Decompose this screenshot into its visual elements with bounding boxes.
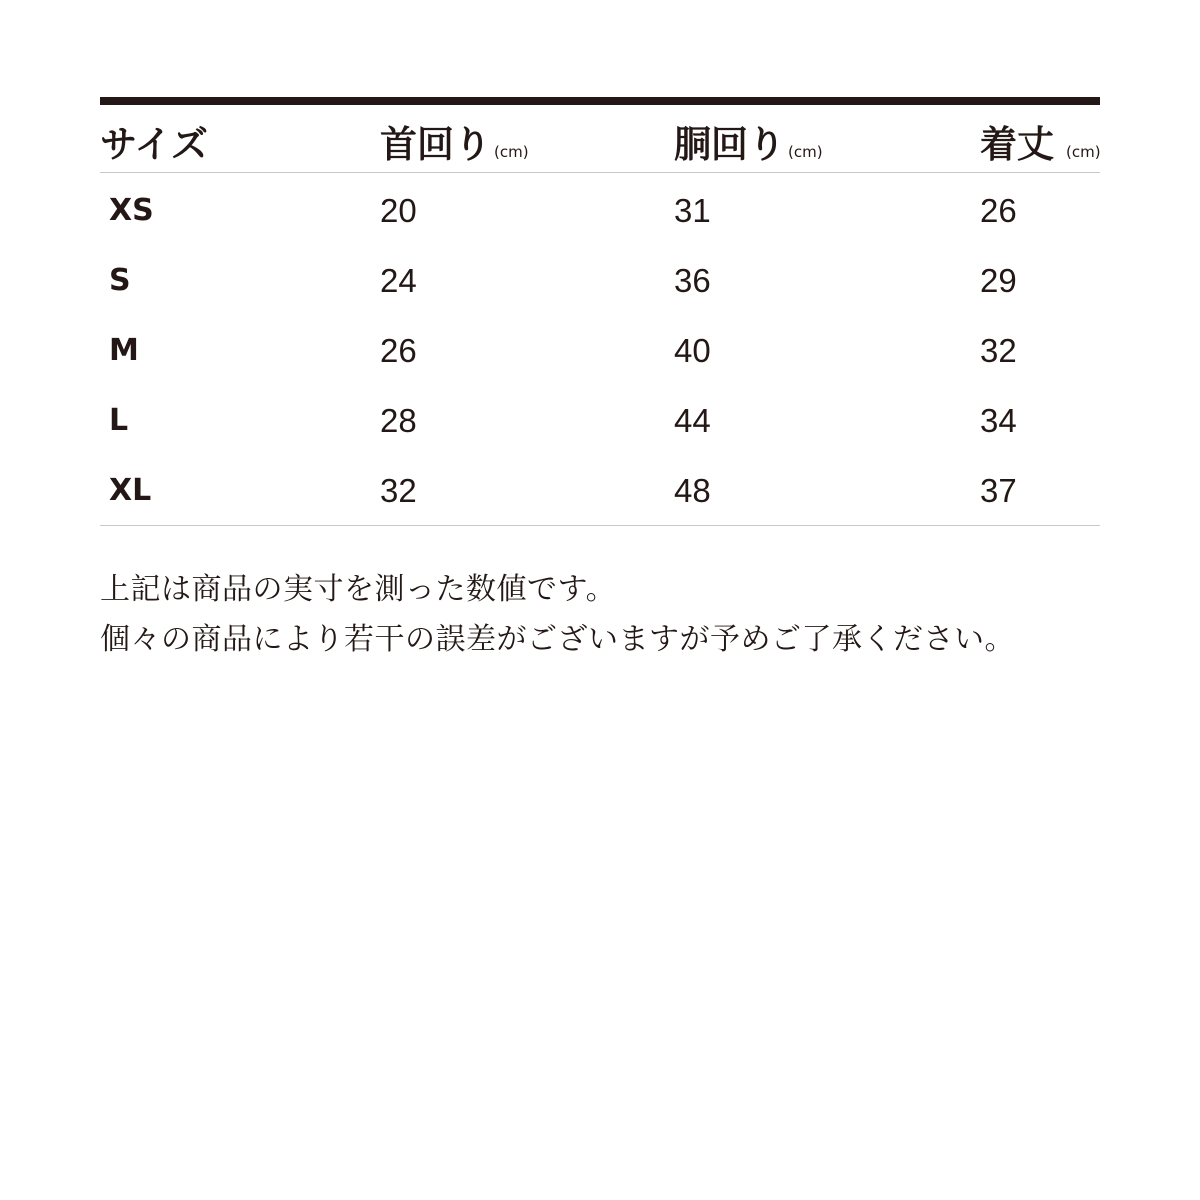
table-row [100, 173, 1100, 243]
length-cell: 26 [980, 192, 1017, 229]
neck-cell: 24 [380, 262, 417, 299]
neck-cell: 26 [380, 332, 417, 369]
length-cell: 32 [980, 332, 1017, 369]
header-size-label: サイズ [100, 123, 209, 166]
size-chart-table [100, 97, 1100, 526]
waist-cell: 48 [674, 472, 711, 509]
header-neck-label: 首回り [380, 123, 491, 166]
length-cell: 34 [980, 402, 1017, 439]
header-length-label: 着丈 [980, 123, 1054, 166]
table-body [100, 173, 1100, 526]
header-size [100, 123, 208, 167]
table-header-row [100, 105, 1100, 173]
table-row [100, 313, 1100, 383]
size-cell: M [109, 333, 139, 368]
header-length-unit: (cm) [1066, 143, 1101, 161]
length-cell: 29 [980, 262, 1017, 299]
header-waist [674, 123, 823, 174]
note-line-tolerance: 個々の商品により若干の誤差がございますが予めご了承ください。 [100, 622, 1015, 657]
header-length [980, 123, 1101, 174]
waist-cell: 36 [674, 262, 711, 299]
table-row [100, 383, 1100, 453]
waist-cell: 31 [674, 192, 711, 229]
header-waist-unit: (cm) [788, 143, 823, 161]
header-neck [380, 123, 529, 174]
measurement-notes [100, 565, 1160, 665]
length-cell: 37 [980, 472, 1017, 509]
size-cell: L [109, 403, 129, 438]
table-row [100, 243, 1100, 313]
table-top-rule [100, 97, 1100, 105]
neck-cell: 32 [380, 472, 417, 509]
neck-cell: 28 [380, 402, 417, 439]
size-cell: S [109, 263, 131, 298]
size-cell: XS [109, 193, 154, 228]
header-neck-unit: (cm) [494, 143, 529, 161]
size-cell: XL [109, 473, 152, 508]
neck-cell: 20 [380, 192, 417, 229]
table-row [100, 453, 1100, 523]
waist-cell: 40 [674, 332, 711, 369]
waist-cell: 44 [674, 402, 711, 439]
note-line-actual-size: 上記は商品の実寸を測った数値です。 [100, 572, 617, 607]
header-waist-label: 胴回り [674, 123, 785, 166]
